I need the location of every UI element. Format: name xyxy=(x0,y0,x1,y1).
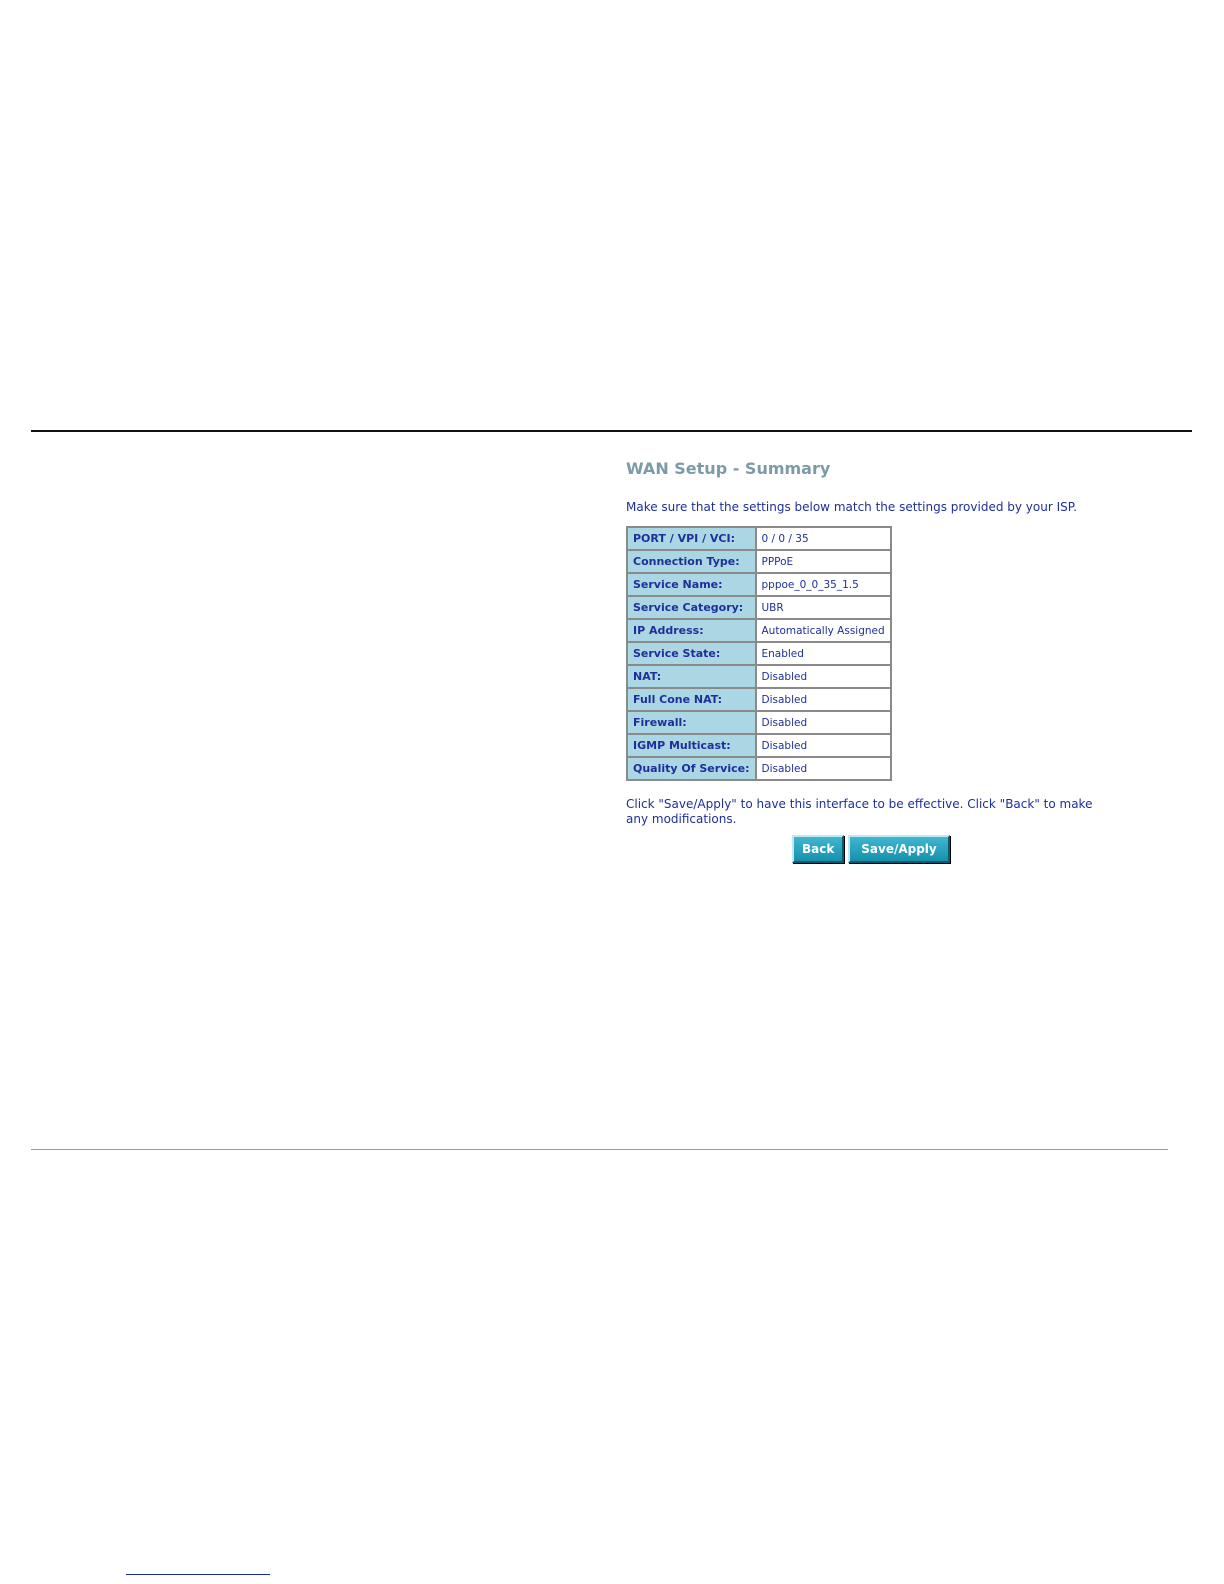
table-row xyxy=(627,665,891,688)
summary-table xyxy=(626,526,892,781)
row-label: Service Category: xyxy=(627,596,756,619)
row-value: Disabled xyxy=(756,757,891,780)
footer-link-underline xyxy=(126,1574,270,1575)
page-title: WAN Setup - Summary xyxy=(626,459,831,478)
row-label: IGMP Multicast: xyxy=(627,734,756,757)
row-label: NAT: xyxy=(627,665,756,688)
row-label: Full Cone NAT: xyxy=(627,688,756,711)
row-value: Automatically Assigned xyxy=(756,619,891,642)
save-apply-button[interactable]: Save/Apply xyxy=(848,835,950,863)
table-row xyxy=(627,550,891,573)
row-value: Disabled xyxy=(756,734,891,757)
row-label: Firewall: xyxy=(627,711,756,734)
table-row xyxy=(627,711,891,734)
intro-text: Make sure that the settings below match the settings provided by your ISP. xyxy=(626,500,1077,514)
table-row xyxy=(627,642,891,665)
table-row xyxy=(627,573,891,596)
row-value: Disabled xyxy=(756,711,891,734)
row-value: Disabled xyxy=(756,688,891,711)
row-value: UBR xyxy=(756,596,891,619)
table-row xyxy=(627,619,891,642)
table-row xyxy=(627,527,891,550)
row-value: Disabled xyxy=(756,665,891,688)
row-label: Service State: xyxy=(627,642,756,665)
instruction-text: Click "Save/Apply" to have this interface to be effective. Click "Back" to make any modifications. xyxy=(626,797,1093,826)
row-value: Enabled xyxy=(756,642,891,665)
table-row xyxy=(627,688,891,711)
button-bar xyxy=(626,835,1106,863)
row-label: PORT / VPI / VCI: xyxy=(627,527,756,550)
row-value: 0 / 0 / 35 xyxy=(756,527,891,550)
row-label: Quality Of Service: xyxy=(627,757,756,780)
row-label: Service Name: xyxy=(627,573,756,596)
wan-summary-panel xyxy=(626,455,1106,863)
row-label: Connection Type: xyxy=(627,550,756,573)
row-label: IP Address: xyxy=(627,619,756,642)
table-row xyxy=(627,757,891,780)
row-value: PPPoE xyxy=(756,550,891,573)
row-value: pppoe_0_0_35_1.5 xyxy=(756,573,891,596)
bottom-divider xyxy=(31,1149,1168,1150)
table-row xyxy=(627,596,891,619)
back-button[interactable]: Back xyxy=(792,835,844,863)
top-divider xyxy=(31,430,1192,432)
table-row xyxy=(627,734,891,757)
